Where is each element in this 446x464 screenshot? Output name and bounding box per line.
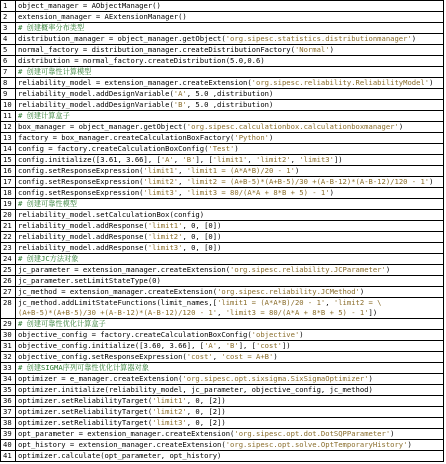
code-string: 'limit2 = (A+B-5)*(A+B-5)/30 +(A-B-12)*(A-B-12)/120 - 1' xyxy=(186,177,430,186)
code-line-row xyxy=(1,352,444,363)
code-line-row xyxy=(1,232,444,243)
code-text: optimizer.setReliabilityTarget( xyxy=(18,418,153,427)
code-line-row xyxy=(1,396,444,407)
code-text: reliability_model.setCalculationBox(config) xyxy=(18,210,205,219)
code-text: objective_config = factory.createCalculationBoxConfig( xyxy=(18,330,252,339)
code-text: ) xyxy=(368,374,373,383)
code-text: normal_factory = distribution_manager.createDistributionFactory( xyxy=(18,45,295,54)
code-text: , 0, [0]) xyxy=(182,243,222,252)
code-string: 'org.sipesc.opt.solve.OptTemporaryHistory' xyxy=(225,440,408,449)
code-text: optimizer.setReliabilityTarget( xyxy=(18,407,153,416)
code-line xyxy=(16,374,444,385)
code-line-row xyxy=(1,451,444,462)
code-text: optimizer.setReliabilityTarget( xyxy=(18,396,153,405)
code-text: , xyxy=(247,155,257,164)
code-text: factory = box_manager.createCalculationBoxFactory( xyxy=(18,133,235,142)
code-text: box_manager = object_manager.getObject( xyxy=(18,122,187,131)
code-string: 'limit2 = \ xyxy=(333,298,382,307)
code-string: 'limit3' xyxy=(143,188,179,197)
code-text: config.setResponseExpression( xyxy=(18,166,144,175)
code-string: 'limit2' xyxy=(256,155,291,164)
code-line xyxy=(16,276,444,287)
line-number: 26 xyxy=(1,276,16,287)
code-comment: # 创建概率分布类型 xyxy=(18,23,85,32)
code-line-row xyxy=(1,199,444,210)
code-text: reliability_model.addDesignVariable( xyxy=(18,100,174,109)
line-number: 30 xyxy=(1,330,16,341)
code-string: 'Python' xyxy=(234,133,269,142)
code-text: distribution_manager = object_manager.getObject( xyxy=(18,34,226,43)
line-number: 10 xyxy=(1,100,16,111)
code-line-row xyxy=(1,276,444,287)
code-text: config.setResponseExpression( xyxy=(18,188,144,197)
code-line-row xyxy=(1,407,444,418)
code-text: , 0, [2]) xyxy=(186,396,226,405)
code-line xyxy=(16,385,444,396)
line-number: 3 xyxy=(1,23,16,34)
code-text: optimizer = e_manager.createExtension( xyxy=(18,374,183,383)
code-line-row xyxy=(1,385,444,396)
code-line-row xyxy=(1,45,444,56)
code-text: ) xyxy=(407,440,412,449)
code-text: ]) xyxy=(333,155,343,164)
code-text: ) xyxy=(273,352,278,361)
code-text: , 0, [2]) xyxy=(186,418,226,427)
code-string: 'B' xyxy=(173,100,187,109)
line-number: 38 xyxy=(1,418,16,429)
code-text: ) xyxy=(398,122,404,131)
line-number: 33 xyxy=(1,363,16,374)
code-text: config = factory.createCalculationBoxConfig( xyxy=(18,144,209,153)
code-text: ) xyxy=(234,144,239,153)
code-text: ) xyxy=(429,177,434,186)
line-number: 19 xyxy=(1,199,16,210)
code-text: , xyxy=(178,166,187,175)
code-line-row xyxy=(1,298,444,319)
code-line xyxy=(16,265,444,276)
code-line xyxy=(16,451,444,462)
code-line xyxy=(16,166,444,177)
code-line xyxy=(16,144,444,155)
code-line-row xyxy=(1,287,444,298)
code-line-row xyxy=(1,429,444,440)
code-line xyxy=(16,1,444,12)
code-line xyxy=(16,111,444,122)
code-line xyxy=(16,177,444,188)
code-string: 'limit2' xyxy=(152,407,187,416)
line-number: 7 xyxy=(1,67,16,78)
code-string: 'limit1' xyxy=(212,155,248,164)
code-text: reliability_model.addResponse( xyxy=(18,232,148,241)
code-string: 'limit1' xyxy=(143,166,179,175)
line-number: 37 xyxy=(1,407,16,418)
code-line xyxy=(16,298,444,319)
code-string: 'org.sipesc.calculationbox.calculationboxmanager' xyxy=(186,122,399,131)
code-line xyxy=(16,100,444,111)
code-text: ]) xyxy=(281,341,291,350)
code-string: 'limit1' xyxy=(152,396,187,405)
code-text: , 5.0 ,distribution) xyxy=(186,89,274,98)
code-line-row xyxy=(1,67,444,78)
code-text: extension_manager = AExtensionManager() xyxy=(18,12,187,21)
code-text: objective_config.initialize([3.60, 3.66], [ xyxy=(18,341,205,350)
code-line xyxy=(16,45,444,56)
line-number: 27 xyxy=(1,287,16,298)
code-line-row xyxy=(1,330,444,341)
code-text: reliability_model.addDesignVariable( xyxy=(18,89,174,98)
code-line-row xyxy=(1,23,444,34)
line-number: 39 xyxy=(1,429,16,440)
code-line-row xyxy=(1,166,444,177)
line-number: 31 xyxy=(1,341,16,352)
code-line-row xyxy=(1,440,444,451)
code-text: ) xyxy=(329,188,334,197)
code-line-row xyxy=(1,1,444,12)
line-number: 1 xyxy=(1,1,16,12)
line-number: 28 xyxy=(1,298,16,319)
code-text: ) xyxy=(269,133,274,142)
code-line-row xyxy=(1,243,444,254)
code-string: 'org.sipesc.opt.dot.DotSQPParameter' xyxy=(234,429,391,438)
code-text: ], [ xyxy=(238,341,257,350)
code-string: 'org.sipesc.reliability.JCParameter' xyxy=(230,265,386,274)
code-text: config.initialize([3.61, 3.66], [ xyxy=(18,155,161,164)
code-text: , 0, [2]) xyxy=(186,407,226,416)
code-line xyxy=(16,232,444,243)
code-text: jc_method.addLimitStateFunctions(limit_names,[ xyxy=(18,298,218,307)
code-string: 'org.sipesc.reliability.ReliabilityModel' xyxy=(251,78,430,87)
code-text: config.setResponseExpression( xyxy=(18,177,144,186)
code-text: optimizer.initialize(reliability_model, jc_parameter, objective_config, jc_method) xyxy=(18,385,373,394)
code-line-row xyxy=(1,133,444,144)
code-string: 'Test' xyxy=(208,144,235,153)
code-text: optimizer.calculate(opt_parameter, opt_history) xyxy=(18,451,222,460)
line-number: 25 xyxy=(1,265,16,276)
code-text: , xyxy=(212,352,222,361)
code-string: 'cost = A+B' xyxy=(221,352,274,361)
code-text: ) xyxy=(294,166,300,175)
code-text: , xyxy=(217,341,226,350)
code-line-row xyxy=(1,319,444,330)
line-number: 4 xyxy=(1,34,16,45)
code-text: ) xyxy=(329,45,334,54)
code-text: object_manager = AObjectManager() xyxy=(18,1,161,10)
code-line-row xyxy=(1,210,444,221)
code-text: , xyxy=(325,298,334,307)
code-line-row xyxy=(1,341,444,352)
line-number: 20 xyxy=(1,210,16,221)
code-line-row xyxy=(1,78,444,89)
code-text: , 0, [0]) xyxy=(182,232,222,241)
code-line xyxy=(16,396,444,407)
code-line xyxy=(16,341,444,352)
code-string: 'Normal' xyxy=(294,45,330,54)
code-line xyxy=(16,429,444,440)
code-line xyxy=(16,89,444,100)
code-text: opt_history = extension_manager.createExtension( xyxy=(18,440,226,449)
code-text: ]) xyxy=(368,308,378,317)
code-line xyxy=(16,440,444,451)
line-number: 12 xyxy=(1,122,16,133)
code-string: 'org.sipesc.statistics.distributionmanager' xyxy=(225,34,412,43)
line-number: 22 xyxy=(1,232,16,243)
code-text: objective_config.setResponseExpression( xyxy=(18,352,187,361)
code-string: 'limit3' xyxy=(152,418,187,427)
code-string: 'limit2' xyxy=(147,232,183,241)
code-text: , 5.0 ,distribution) xyxy=(186,100,274,109)
code-text: , xyxy=(217,308,226,317)
line-number: 32 xyxy=(1,352,16,363)
code-line-row xyxy=(1,265,444,276)
code-line xyxy=(16,363,444,374)
code-line-row xyxy=(1,144,444,155)
line-number: 14 xyxy=(1,144,16,155)
code-text: ], [ xyxy=(195,155,213,164)
code-listing-body xyxy=(1,1,444,462)
code-line-row xyxy=(1,221,444,232)
code-text: opt_parameter = extension_manager.createExtension( xyxy=(18,429,235,438)
code-string: 'A' xyxy=(204,341,218,350)
line-number: 2 xyxy=(1,12,16,23)
code-text: , 0, [0]) xyxy=(182,221,222,230)
line-number: 5 xyxy=(1,45,16,56)
code-text: ) xyxy=(429,78,434,87)
line-number: 21 xyxy=(1,221,16,232)
line-number: 17 xyxy=(1,177,16,188)
line-number: 41 xyxy=(1,451,16,462)
code-comment: # 创建SIGMA序列可靠性优化计算器对象 xyxy=(18,363,149,372)
code-text: ) xyxy=(411,34,417,43)
code-line xyxy=(16,34,444,45)
code-line-row xyxy=(1,111,444,122)
code-string: 'org.sipesc.opt.sixsigma.SixSigmaOptimizer' xyxy=(182,374,369,383)
line-number: 15 xyxy=(1,155,16,166)
code-line xyxy=(16,319,444,330)
code-line-row xyxy=(1,12,444,23)
code-text: , xyxy=(178,188,187,197)
code-line-row xyxy=(1,254,444,265)
code-string: 'B' xyxy=(225,341,239,350)
code-text: distribution = normal_factory.createDistribution(5.0,0.6) xyxy=(18,56,265,65)
code-string: 'objective' xyxy=(251,330,300,339)
code-string: 'cost' xyxy=(256,341,282,350)
line-number: 23 xyxy=(1,243,16,254)
code-line xyxy=(16,78,444,89)
code-text: , xyxy=(173,155,183,164)
code-string: 'org.sipesc.reliability.JCMethod' xyxy=(217,287,360,296)
code-text: , xyxy=(290,155,300,164)
code-line xyxy=(16,67,444,78)
code-string: 'A' xyxy=(160,155,174,164)
code-line xyxy=(16,330,444,341)
code-string: 'limit3' xyxy=(147,243,183,252)
line-number: 13 xyxy=(1,133,16,144)
code-string: 'B' xyxy=(182,155,196,164)
code-comment: # 创建计算盒子 xyxy=(18,111,70,120)
code-line xyxy=(16,188,444,199)
code-line-row xyxy=(1,374,444,385)
code-line xyxy=(16,199,444,210)
line-number: 9 xyxy=(1,89,16,100)
code-text: ) xyxy=(359,287,365,296)
line-number: 8 xyxy=(1,78,16,89)
code-line xyxy=(16,418,444,429)
code-text: ) xyxy=(299,330,304,339)
code-line-row xyxy=(1,89,444,100)
code-string: 'limit1 = (A*A*B)/20 - 1' xyxy=(217,298,326,307)
code-text: , xyxy=(178,177,187,186)
code-line xyxy=(16,12,444,23)
line-number: 29 xyxy=(1,319,16,330)
code-line xyxy=(16,407,444,418)
code-line-row xyxy=(1,188,444,199)
code-string: 'limit3 = 80/(A*A + 8*B + 5) - 1' xyxy=(225,308,369,317)
code-line-continuation xyxy=(18,308,377,317)
code-line xyxy=(16,352,444,363)
code-line xyxy=(16,287,444,298)
code-line xyxy=(16,243,444,254)
code-text: reliability_model.addResponse( xyxy=(18,221,148,230)
code-text: reliability_model = extension_manager.createExtension( xyxy=(18,78,252,87)
code-line xyxy=(16,155,444,166)
code-line-row xyxy=(1,100,444,111)
code-line xyxy=(16,133,444,144)
line-number: 34 xyxy=(1,374,16,385)
code-text: jc_parameter.setLimitStateType(0) xyxy=(18,276,161,285)
code-line xyxy=(16,23,444,34)
code-string: (A+B-5)*(A+B-5)/30 +(A-B-12)*(A-B-12)/120 - 1' xyxy=(18,308,218,317)
line-number: 16 xyxy=(1,166,16,177)
code-comment: # 创建可靠性优化计算盒子 xyxy=(18,319,106,328)
code-comment: # 创建可靠性计算模型 xyxy=(18,67,92,76)
code-string: 'limit1 = (A*A*B)/20 - 1' xyxy=(186,166,295,175)
code-line xyxy=(16,254,444,265)
code-text: jc_method = extension_manager.createExtension( xyxy=(18,287,218,296)
code-line-row xyxy=(1,177,444,188)
code-comment: # 创建JC方法对象 xyxy=(18,254,79,263)
code-text: ) xyxy=(390,429,395,438)
line-number: 24 xyxy=(1,254,16,265)
code-line xyxy=(16,122,444,133)
code-string: 'A' xyxy=(173,89,187,98)
code-line-row xyxy=(1,363,444,374)
code-line-row xyxy=(1,155,444,166)
code-line xyxy=(16,56,444,67)
code-line-row xyxy=(1,56,444,67)
code-string: 'limit3' xyxy=(299,155,334,164)
code-line-row xyxy=(1,418,444,429)
code-line-row xyxy=(1,122,444,133)
code-string: 'limit1' xyxy=(147,221,183,230)
code-comment: # 创建可靠性模型 xyxy=(18,199,77,208)
code-text: ) xyxy=(385,265,391,274)
code-string: 'limit3 = 80/(A*A + 8*B + 5) - 1' xyxy=(186,188,330,197)
line-number: 35 xyxy=(1,385,16,396)
line-number: 36 xyxy=(1,396,16,407)
code-line xyxy=(16,221,444,232)
code-line-row xyxy=(1,34,444,45)
code-text: jc_parameter = extension_manager.createExtension( xyxy=(18,265,231,274)
line-number: 6 xyxy=(1,56,16,67)
line-number: 40 xyxy=(1,440,16,451)
line-number: 11 xyxy=(1,111,16,122)
code-string: 'cost' xyxy=(186,352,213,361)
line-number: 18 xyxy=(1,188,16,199)
code-line xyxy=(16,210,444,221)
code-string: 'limit2' xyxy=(143,177,179,186)
code-text: reliability_model.addResponse( xyxy=(18,243,148,252)
